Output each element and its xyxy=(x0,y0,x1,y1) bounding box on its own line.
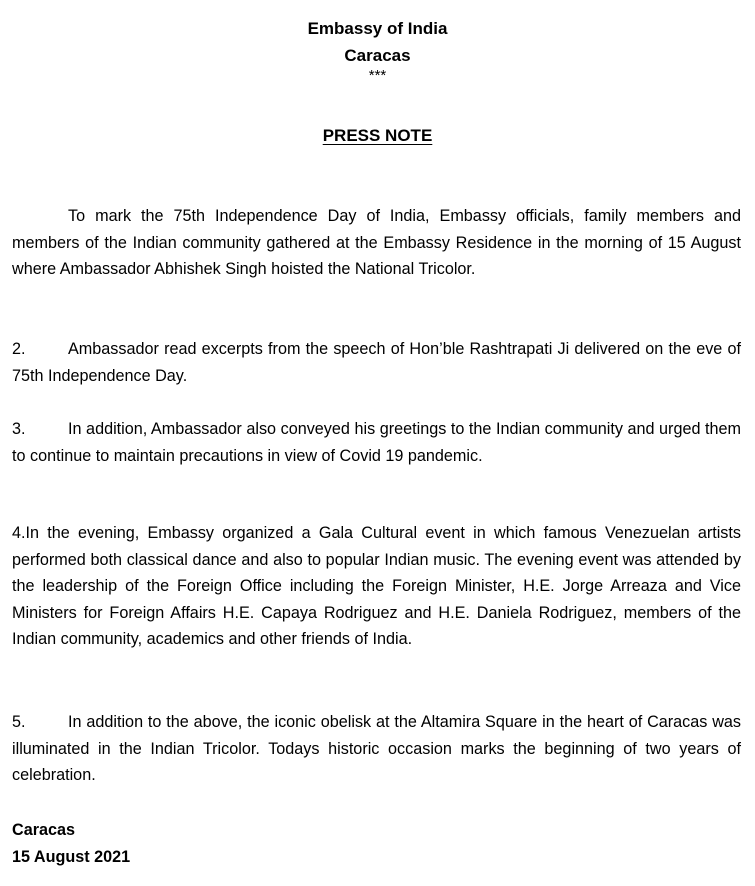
header-separator: *** xyxy=(368,67,387,84)
paragraph-5-number: 5. xyxy=(12,713,26,731)
paragraph-3-text: In addition, Ambassador also conveyed his greetings to the Indian community and urged them to continue to maintain precautions in view of Covid 19 pandemic. xyxy=(12,420,741,465)
document-title xyxy=(0,122,755,149)
paragraph-4-number: 4. xyxy=(12,524,26,542)
document-title-text: PRESS NOTE xyxy=(322,126,433,145)
paragraph-4 xyxy=(12,520,741,653)
paragraph-1-text: To mark the 75th Independence Day of India, Embassy officials, family members and members of the Indian community gathered at the Embassy Residence in the morning of 15 August where Ambassador Abhishek Singh hoisted the National Tricolor. xyxy=(12,207,741,278)
embassy-name: Embassy of India xyxy=(307,19,448,38)
signature-place: Caracas xyxy=(12,821,76,839)
paragraph-3-number: 3. xyxy=(12,420,26,438)
paragraph-3 xyxy=(12,416,741,469)
paragraph-5-text: In addition to the above, the iconic obelisk at the Altamira Square in the heart of Caracas was illuminated in the Indian Tricolor. Todays historic occasion marks the beginning of two years of celebration. xyxy=(12,713,741,784)
embassy-city: Caracas xyxy=(344,46,411,65)
paragraph-4-text: In the evening, Embassy organized a Gala Cultural event in which famous Venezuelan artists performed both classical dance and also to popular Indian music. The evening event was attended by the leadership of the Foreign Office including the Foreign Minister, H.E. Jorge Arreaza and Vice Ministers for Foreign Affairs H.E. Capaya Rodriguez and H.E. Daniela Rodriguez, members of the Indian community, academics and other friends of India. xyxy=(12,524,741,648)
paragraph-1 xyxy=(12,203,741,283)
paragraph-2-number: 2. xyxy=(12,340,26,358)
paragraph-2-text: Ambassador read excerpts from the speech of Hon’ble Rashtrapati Ji delivered on the eve of 75th Independence Day. xyxy=(12,340,741,385)
paragraph-2 xyxy=(12,336,741,389)
paragraph-5 xyxy=(12,709,741,789)
signature-date: 15 August 2021 xyxy=(12,848,131,866)
